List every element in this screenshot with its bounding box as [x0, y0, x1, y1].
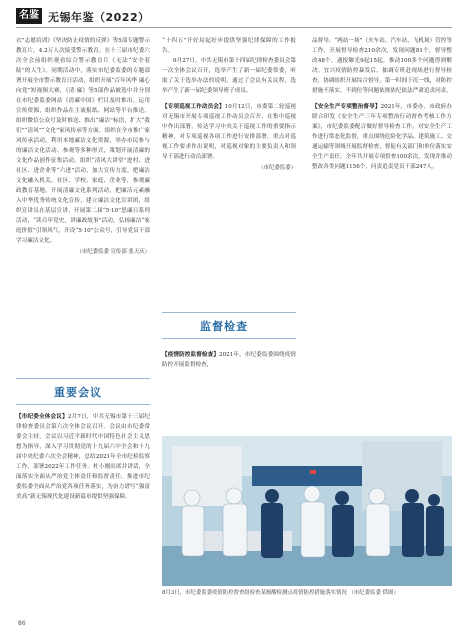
yearbook-logo: 名鉴 [16, 8, 42, 24]
column-middle [162, 36, 296, 175]
header-title: 无锡年鉴（2022） [48, 11, 150, 24]
paragraph: 衣”志愿培训》《坚决防止疫情的反弹》等5部专题警示教育片，4.2万人次接受警示教育。在十三届市纪委六次全会前组织观看综合警示教育片《无法“安全着陆”的人生》。同期活动中，落实市纪委监委的专题部署开展全市警示教育日活动，组织开展“百年风华 廉心向党”短视频大赛，《清·廉》等5部作品被选中并分别在市纪委监委网站《清廉中国》栏目及时推出。运用宣传资源，组织作品在主流报纸、网站等平台推送，组织微信公众号及时推送、推出“廉洁”标语，扩大“我们”“清风”“文化”家风传承等方面，组织在全市推广家风传承活动，利用本地廉洁文化资源，举办市民参与的廉洁文化活动、参观等多种形式，策划开展清廉的文化作品创作征集活动。组织“清风大讲堂”进村、进社区、进企业等“六进”活动，加大宣传力度。把廉洁文化融入机关、社区、学校、家庭、企业等，参观廉政教育基地，开展清廉文化系列活动，把廉洁元素融入中华优秀传统文化宣传，建立廉洁文化宣讲团，组织宣讲员在基层宣讲，开展第二届“5·10”思廉日系列活动，“读百年党史，讲廉政故事”活动，弘扬廉洁“家庭价值”引领风气，开设“5·10”公众号，引导党员干部学习廉洁文化。 [16, 38, 150, 244]
column-left-lower [16, 412, 150, 502]
news-photo [162, 436, 452, 586]
entry-tag: 【市纪委全体会议】 [16, 414, 68, 420]
entry-text: 10月12日，市委第二轮巡视对无锡市开展专项巡视工作动员会召开，在集中巡视中作出部署。传达学习中央关于巡视工作的重要指示精神，对专项巡视各项工作进行安排部署，重点对巡视工作要求作出说明，对巡视对象的主要负责人和领导干部进行动员部署。 [162, 104, 296, 160]
entry-text: 2021年，市纪委监委围绕疫情防控开展监督检查， [162, 352, 296, 368]
caption-text: 8月3日，市纪委监委疫情防控督查组检查某核酸检测点疫情防控措施落实情况 [162, 590, 347, 596]
paragraph: 9月27日，中共无锡市第十四届纪律检查委员会第一次全体会议召开，选举产生了新一届纪委常委，听取了关于选举办法的说明，通过了会议有关议程，选举产生了新一届纪委领导班子成员。 [162, 58, 296, 94]
column-right [312, 36, 452, 172]
paragraph [162, 102, 296, 162]
photo-caption [162, 589, 452, 598]
header-rule [16, 27, 452, 28]
entry-tag: 【安全生产专项整治督导】 [312, 104, 381, 110]
entry-text: 2月7日，中共无锡市第十三届纪律检查委员会第六次全体会议召开。会议由市纪委常委会主持。会议以习近平新时代中国特色社会主义思想为指导，深入学习贯彻党的十九届六中全会和十九届中央纪委六次全会精神，总结2021年全市纪检监察工作，部署2022年工作任务。杜小刚出席并讲话，全面落实全面从严治党主体责任和监督责任，推进市纪委监委全面从严治党各项任务落实，为奋力谱写“强富美高”新无锡现代化建设新篇章提供坚强保障。 [16, 414, 150, 500]
page-header [16, 6, 452, 28]
section-divider [162, 312, 296, 313]
caption-credit: （市纪委监委 供图） [348, 590, 399, 596]
paragraph [162, 350, 296, 370]
column-middle-lower [162, 350, 296, 370]
byline: （市纪委监委 宣传部 张天庆） [76, 249, 150, 255]
paragraph [312, 102, 452, 172]
section-divider [16, 404, 150, 405]
paragraph: “十四五”开好局起好步提供坚强纪律保障的工作报告。 [162, 38, 296, 54]
section-divider [162, 338, 296, 339]
paragraph [16, 412, 150, 502]
byline: （市纪委监委） [258, 165, 296, 171]
entry-tag: 【专项巡视工作动员会】 [162, 104, 225, 110]
entry-tag: 【疫情防控监督检查】 [162, 352, 220, 358]
section-title-supervision: 监督检查 [200, 320, 248, 333]
entry-text: 2021年，市委办、市政府办联合印发《安全生产三年专项整治行动督查考核工作方案》，市纪委监委配合做好督导检查工作，对安全生产工作进行常态化监督，重点围绕危险化学品、建筑施工、交通运输等领域开展监督检查，督促有关部门和单位落实安全生产责任。全年共开展专项督查100余次，发现并推动整改各类问题1156个，问责追责党员干部247人。 [312, 104, 452, 170]
page-number: 86 [18, 620, 26, 627]
paragraph: 品督导、“两站一场”（火车站、汽车站、飞机场）管控等工作，开展督导检查210余次，发现问题81个，督导整改48个，通报曝光9起15起，推动100多个问题得到解决。宜兴疫情防控暴发后，抽调专班赴现场进行督导检查，协调组织开展综合督导，第一时间下沉一线，对防控措施不落实、不到位等问题依规依纪依法严肃追责问责。 [312, 38, 452, 94]
photo-illustration [162, 436, 452, 586]
section-divider [16, 378, 150, 379]
section-title-meetings: 重要会议 [54, 386, 102, 399]
column-left [16, 36, 150, 259]
